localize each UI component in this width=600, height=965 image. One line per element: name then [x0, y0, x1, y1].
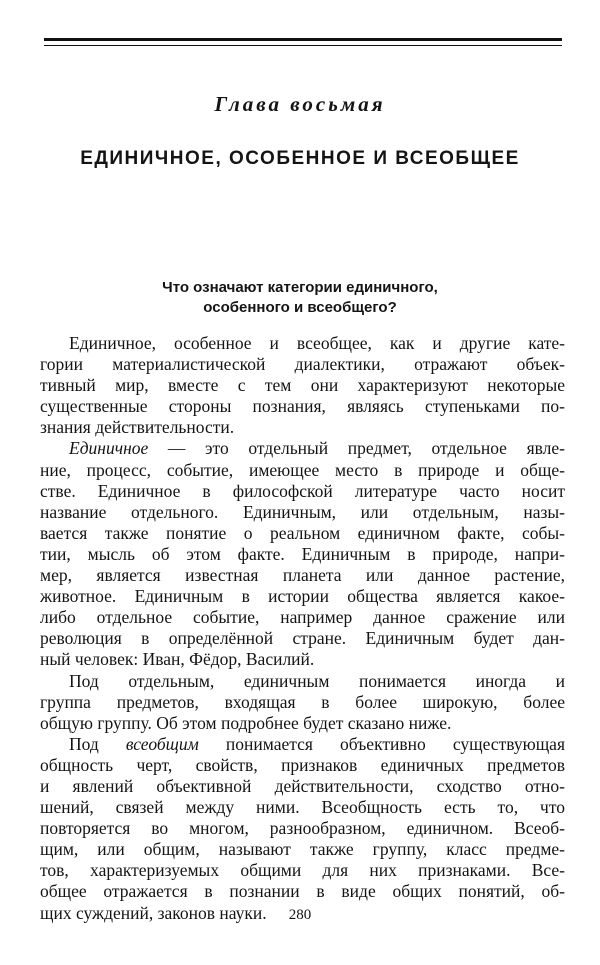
text-line: либо отдельное событие, например данное сражение или	[40, 607, 565, 628]
text-run: — это отдельный предмет, отдельное явле-	[148, 438, 565, 459]
text-line: существенные стороны познания, являясь ступеньками по-	[40, 396, 565, 417]
section-heading-line-1: Что означают категории единичного,	[162, 279, 438, 296]
top-rule-thin	[44, 45, 562, 46]
text-line: общую группу. Об этом подробнее будет сказано ниже.	[40, 712, 452, 733]
text-line	[40, 734, 565, 755]
text-line: группа предметов, входящая в более широкую, более	[40, 691, 565, 712]
text-line: ние, процесс, событие, имеющее место в природе и обще-	[40, 459, 565, 480]
text-line: животное. Единичным в истории общества является какое-	[40, 586, 565, 607]
text-run: понимается объективно существующая	[198, 733, 565, 754]
paragraph-1	[40, 333, 565, 438]
paragraph-2	[40, 438, 565, 670]
chapter-title: ЕДИНИЧНОЕ, ОСОБЕННОЕ И ВСЕОБЩЕЕ	[80, 148, 520, 169]
body-text	[40, 333, 565, 924]
text-line: гории материалистической диалектики, отражают объек-	[40, 354, 565, 375]
paragraph-3	[40, 671, 565, 734]
text-line: повторяется во многом, разнообразном, единичном. Всеоб-	[40, 818, 565, 839]
text-line: ный человек: Иван, Фёдор, Василий.	[40, 649, 315, 670]
page-number: 280	[288, 907, 312, 923]
text-line: Единичное, особенное и всеобщее, как и другие кате-	[69, 333, 565, 353]
text-line: тивный мир, вместе с тем они характеризуют некоторые	[40, 375, 565, 396]
text-line: знания действительности.	[40, 417, 235, 438]
term-singular: Единичное	[69, 438, 149, 459]
section-heading-line-2: особенного и всеобщего?	[203, 299, 397, 316]
text-line: стве. Единичное в философской литературе часто носит	[40, 480, 565, 501]
text-line	[40, 438, 565, 459]
paragraph-4	[40, 734, 565, 924]
text-line: общее отражается в познании в виде общих понятий, об-	[40, 881, 565, 902]
term-universal: всеобщим	[125, 733, 199, 754]
text-line: вается также понятие о реальном единичном факте, собы-	[40, 522, 565, 543]
top-rule-thick	[44, 38, 562, 41]
text-line: общность черт, свойств, признаков единичных предметов	[40, 754, 565, 775]
section-heading	[0, 278, 600, 318]
text-line: шений, связей между ними. Всеобщность есть то, что	[40, 797, 565, 818]
text-line: тии, мысль об этом факте. Единичным в природе, напри-	[40, 543, 565, 564]
text-line: щих суждений, законов науки.	[40, 902, 267, 923]
text-line: Под отдельным, единичным понимается иногда и	[69, 670, 565, 691]
text-line: мер, является известная планета или данное растение,	[40, 565, 565, 586]
text-line: щим, или общим, называют также группу, класс предме-	[40, 839, 565, 860]
text-line: тов, характеризуемых общими для них признаками. Все-	[40, 860, 565, 881]
chapter-label: Глава восьмая	[214, 92, 386, 116]
text-line: и явлений объективной действительности, сходство отно-	[40, 775, 565, 796]
text-run: Под	[69, 733, 126, 754]
text-line: революция в определённой стране. Единичным будет дан-	[40, 628, 565, 649]
text-line: название отдельного. Единичным, или отдельным, назы-	[40, 501, 565, 522]
